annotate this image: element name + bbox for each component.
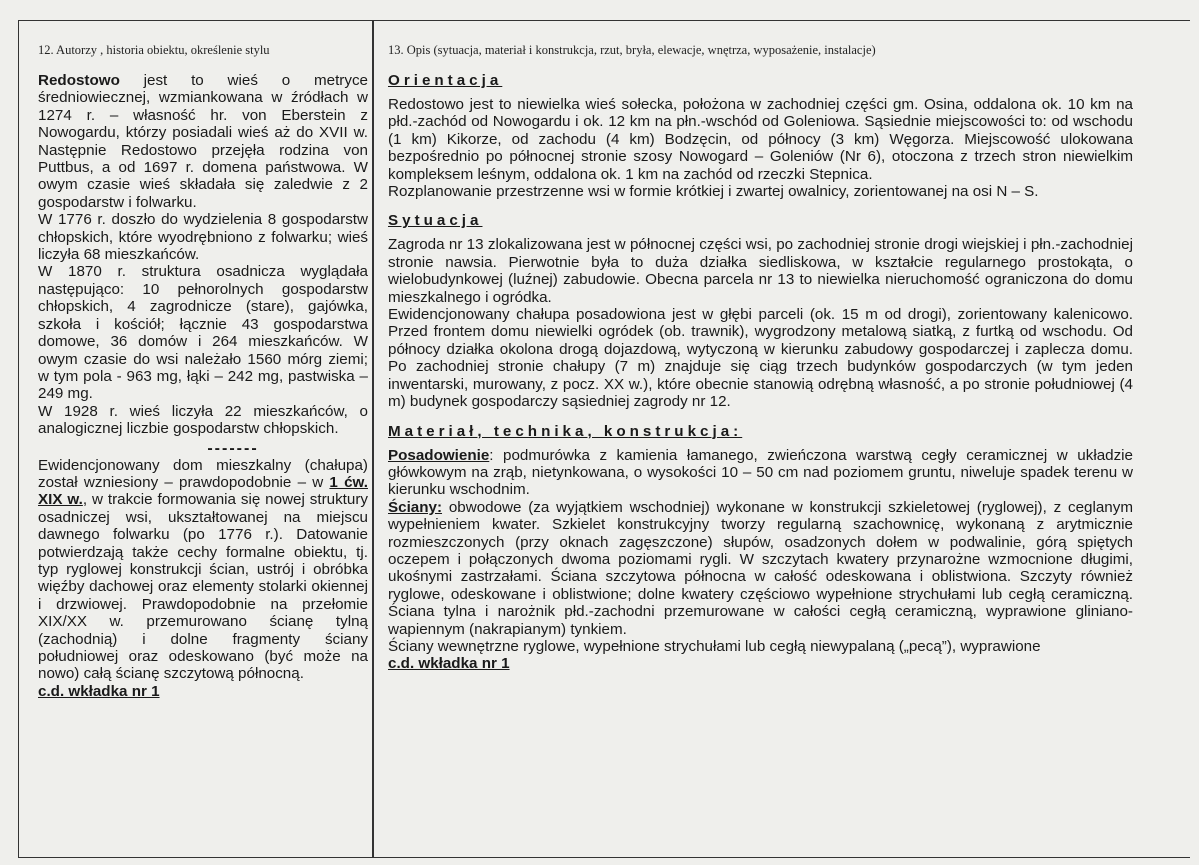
right-column <box>388 38 1133 673</box>
foundation-label: Posadowienie <box>388 446 490 464</box>
foundation-paragraph <box>388 447 1133 499</box>
orientation-paragraph-2: Rozplanowanie przestrzenne wsi w formie krótkiej i zwartej owalnicy, zorientowanej na osi N – S. <box>388 183 1039 201</box>
history-paragraph-2: W 1776 r. doszło do wydzielenia 8 gospodarstw chłopskich, które wyodrębniono z folwarku; wieś liczyła 68 mieszkańców. <box>38 211 368 264</box>
history-paragraph-4: W 1928 r. wieś liczyła 22 mieszkańców, o analogicznej liczbie gospodarstw chłopskich. <box>38 402 368 438</box>
left-section-header: 12. Autorzy , historia obiektu, określenie stylu <box>38 43 270 57</box>
right-continued-note: c.d. wkładka nr 1 <box>388 655 510 673</box>
walls-paragraph <box>388 499 1133 638</box>
foundation-text: : podmurówka z kamienia łamanego, zwieńczona warstwą cegły ceramicznej w układzie główkowym na zrąb, nietynkowana, o wysokości 10 – 50 cm nad poziomem gruntu, niweluje spadek terenu w kierunku wschodnim. <box>388 446 1133 499</box>
separator-dashes: ------- <box>207 439 259 457</box>
history-paragraph-5 <box>38 457 368 683</box>
history-paragraph-3: W 1870 r. struktura osadnicza wyglądała następująco: 10 pełnorolnych gospodarstw chłopskich, 4 zagrodnicze (stare), gajówka, szkoła i kościół; łącznie 43 gospodarstwa domowe, 36 domów i 264 mieszkańców. W owym czasie do wsi należało 1560 mórg ziemi; w tym pola - 963 mg, łąki – 242 mg, pastwiska – 249 mg. <box>38 263 368 403</box>
history-paragraph-1 <box>38 72 368 211</box>
dating-highlight: 1 ćw. XIX w. <box>38 473 368 509</box>
left-column <box>38 38 368 700</box>
situation-heading: Sytuacja <box>388 212 483 230</box>
walls-text: obwodowe (za wyjątkiem wschodniej) wykonane w konstrukcji szkieletowej (ryglowej), z ceglanym wypełnieniem kwater. Szkielet konstrukcyjny tworzy regularną szachownicę, wykonaną z arytmicznie rozmieszczonych (przy oknach zagęszczone) słupów, osadzonych dołem w podwalinie, górą spiętych oczepem i połączonych dwoma poziomami rygli. W szczytach kwatery przynarożne wzmocnione długimi, ukośnymi zastrzałami. Ściana szczytowa północna w całość odeskowana i oblistwiona. Szczyty również ryglowe, odeskowane i oblistwione; dolne kwatery częściowo wypełnione strychułami lub cegłą ceramiczną. Ściana tylna i narożnik płd.-zachodni przemurowane w całości cegłą ceramiczną, wyprawione gliniano-wapiennym (nakrapianym) tynkiem. <box>388 498 1133 638</box>
orientation-paragraph-1: Redostowo jest to niewielka wieś sołecka, położona w zachodniej części gm. Osina, oddalona ok. 10 km na płd.-zachód od Nowogardu i ok. 12 km na płn.-wschód od Goleniowa. Sąsiednie miejscowości to: od wschodu (1 km) Kikorze, od zachodu (4 km) Bodzęcin, od północy (3 km) Węgorza. Miejscowość ulokowana bezpośrednio po północnej stronie szosy Nowogard – Goleniów (Nr 6), otoczona z trzech stron niewielkim kompleksem leśnym, oddalona ok. 1 km na zachód od rzeczki Stepnica. <box>388 96 1133 183</box>
material-heading: Materiał, technika, konstrukcja: <box>388 422 743 440</box>
history-text-5b: , w trakcie formowania się nowej struktury osadniczej wsi, ukształtowanej na miejscu dawnego folwarku (po 1776 r.). Datowanie potwierdzają także cechy formalne obiektu, tj. typ ryglowej konstrukcji ścian, ustrój i obróbka więźby dachowej oraz elementy stolarki okiennej i drzwiowej. Prawdopodobnie na przełomie XIX/XX w. przemurowano ścianę tylną (zachodnią) i dolne fragmenty ściany południowej oraz odeskowano (być może na nowo) całą ścianę szczytową północną. <box>38 491 368 683</box>
history-text-1: jest to wieś o metryce średniowiecznej, wzmiankowana w źródłach w 1274 r. – własność hr. von Eberstein z Nowogardu, którzy posiadali wieś aż do XVII w. Następnie Redostowo przejęła rodzina von Puttbus, a od 1697 r. domena państwowa. W owym czasie wieś składała się zaledwie z 2 gospodarstw i folwarku. <box>38 72 368 211</box>
column-divider <box>372 20 374 858</box>
situation-paragraph-1: Zagroda nr 13 zlokalizowana jest w północnej części wsi, po zachodniej stronie drogi wiejskiej i płn.-zachodniej stronie nawsia. Pierwotnie była to duża działka siedliskowa, w kształcie regularnego prostokąta, o wielobudynkowej (luźnej) zabudowie. Obecna parcela nr 13 to niewielka nieruchomość ograniczona do domu mieszkalnego i ogródka. <box>388 236 1133 306</box>
history-text-5a: Ewidencjonowany dom mieszkalny (chałupa) został wzniesiony – prawdopodobnie – w <box>38 456 368 491</box>
orientation-heading: Orientacja <box>388 72 503 89</box>
right-section-header: 13. Opis (sytuacja, materiał i konstrukcja, rzut, bryła, elewacje, wnętrza, wyposażenie, instalacje) <box>388 43 876 57</box>
left-continued-note: c.d. wkładka nr 1 <box>38 682 160 700</box>
inner-walls-line: Ściany wewnętrzne ryglowe, wypełnione strychułami lub cegłą niewypalaną („pecą”), wyprawione <box>388 637 1041 655</box>
village-name: Redostowo <box>38 72 120 89</box>
walls-label: Ściany: <box>388 498 443 516</box>
situation-paragraph-2: Ewidencjonowany chałupa posadowiona jest w głębi parceli (ok. 15 m od drogi), zorientowany kalenicowo. Przed frontem domu niewielki ogródek (ob. trawnik), wygrodzony metalową siatką, z furtką od wschodu. Od północy działka okolona drogą dojazdową, wytyczoną w kierunku zabudowy gospodarczej i zaplecza domu. Po zachodniej stronie chałupy (7 m) znajduje się ciąg trzech budynków gospodarczych (w tym jeden inwentarski, murowany, z pocz. XX w.), które obecnie stanowią odrębną własność, a po stronie południowej (4 m) budynek gospodarczy sąsiedniej zagrody nr 12. <box>388 306 1133 411</box>
